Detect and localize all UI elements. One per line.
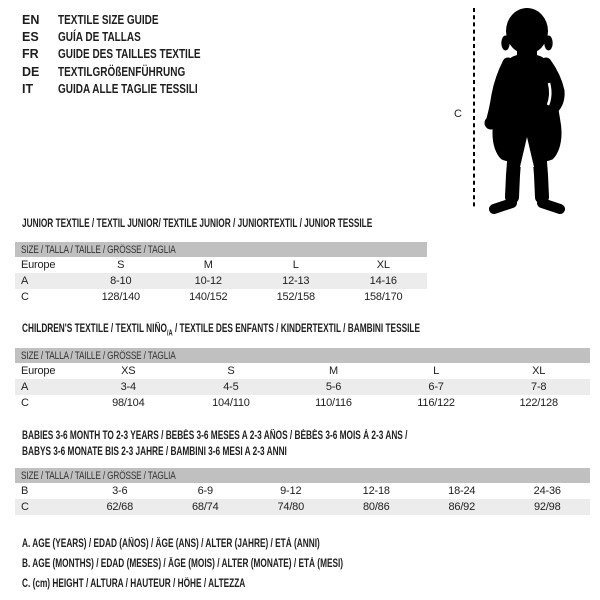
legend-line-b bbox=[22, 558, 468, 578]
size-cell: 116/122 bbox=[417, 397, 455, 409]
language-code: IT bbox=[22, 81, 34, 96]
size-header-bar bbox=[15, 348, 590, 363]
children-title-subscript: /A bbox=[166, 328, 173, 338]
size-cell: 98/104 bbox=[112, 397, 145, 409]
size-cell: 6-7 bbox=[385, 379, 488, 395]
babies-size-table bbox=[15, 468, 590, 515]
legend-line-c bbox=[22, 578, 468, 598]
size-cell: 7-8 bbox=[487, 379, 590, 395]
baby-leg-right bbox=[539, 149, 542, 197]
babies-title-line1: BABIES 3-6 MONTH TO 2-3 YEARS / BEBÉS 3-6 MESES A 2-3 AÑOS / BÉBÉS 3-6 MOIS À 2-3 ANS / bbox=[22, 430, 408, 442]
language-code: FR bbox=[22, 47, 39, 62]
size-cell: 122/128 bbox=[519, 397, 558, 409]
size-cell: XL bbox=[376, 259, 390, 271]
row-label-cell: A bbox=[15, 379, 77, 395]
children-title-pre: CHILDREN'S TEXTILE / TEXTIL NIÑO bbox=[22, 323, 167, 335]
language-list bbox=[22, 13, 236, 99]
table-row bbox=[15, 257, 427, 273]
size-header-text: SIZE / TALLA / TAILLE / GRÖSSE / TAGLIA bbox=[21, 469, 176, 482]
size-cell: M bbox=[203, 259, 213, 271]
language-code: EN bbox=[22, 13, 40, 27]
size-cell: S bbox=[227, 365, 235, 377]
size-cell: 14-16 bbox=[340, 273, 428, 289]
size-cell: 152/158 bbox=[276, 291, 315, 303]
baby-hand-right bbox=[546, 105, 558, 117]
section-title-junior-text: JUNIOR TEXTILE / TEXTIL JUNIOR/ TEXTILE JUNIOR / JUNIORTEXTIL / JUNIOR TESSILE bbox=[22, 218, 373, 230]
section-title-children bbox=[22, 321, 575, 341]
row-label-cell: C bbox=[21, 397, 29, 409]
baby-silhouette bbox=[485, 8, 562, 209]
size-cell: 9-12 bbox=[280, 485, 302, 497]
row-label-cell: Europe bbox=[21, 259, 56, 271]
size-cell: 5-6 bbox=[282, 379, 385, 395]
size-cell: XL bbox=[532, 365, 546, 377]
children-title-post: / TEXTILE DES ENFANTS / KINDERTEXTIL / BAMBINI TESSILE bbox=[172, 323, 421, 335]
legend-line-a-text: A. AGE (YEARS) / EDAD (AÑOS) / ÂGE (ANS) / ALTER (JAHRE) / ETÀ (ANNI) bbox=[22, 538, 320, 550]
legend-line-b-text: B. AGE (MONTHS) / EDAD (MESES) / ÂGE (MOIS) / ALTER (MONATE) / ETÀ (MESI) bbox=[22, 558, 344, 570]
babies-title-line2: BABYS 3-6 MONATE BIS 2-3 JAHRE / BAMBINI 3-6 MESI A 2-3 ANNI bbox=[22, 446, 287, 458]
size-header-bar bbox=[15, 468, 590, 483]
size-cell: 12-18 bbox=[362, 485, 390, 497]
baby-foot-left bbox=[494, 203, 512, 209]
size-cell: 62/68 bbox=[77, 499, 163, 515]
size-cell: 104/110 bbox=[212, 397, 250, 409]
size-cell: M bbox=[329, 365, 338, 377]
section-title-junior bbox=[22, 216, 508, 232]
section-title-children-text bbox=[22, 321, 420, 341]
table-row bbox=[15, 395, 590, 411]
size-header-bar bbox=[15, 242, 427, 257]
row-label-cell: C bbox=[15, 499, 77, 515]
language-row bbox=[22, 13, 236, 30]
row-label-cell: B bbox=[21, 485, 29, 497]
legend-line-c-text: C. (cm) HEIGHT / ALTURA / HAUTEUR / HÖHE / ALTEZZA bbox=[22, 578, 246, 590]
size-cell: 86/92 bbox=[419, 499, 505, 515]
table-row bbox=[15, 483, 590, 499]
size-cell: 80/86 bbox=[334, 499, 420, 515]
baby-figure bbox=[450, 5, 600, 215]
size-cell: 158/170 bbox=[364, 291, 403, 303]
size-cell: XS bbox=[121, 365, 136, 377]
size-cell: L bbox=[292, 259, 299, 271]
size-cell: 140/152 bbox=[189, 291, 228, 303]
language-label: GUIDA ALLE TAGLIE TESSILI bbox=[58, 81, 198, 96]
legend-line-a bbox=[22, 538, 468, 558]
size-cell: 8-10 bbox=[77, 273, 165, 289]
language-code: ES bbox=[22, 30, 39, 45]
baby-leg-left bbox=[512, 149, 515, 197]
size-cell: 92/98 bbox=[505, 499, 591, 515]
size-header-text: SIZE / TALLA / TAILLE / GRÖSSE / TAGLIA bbox=[21, 243, 176, 256]
size-cell: 24-36 bbox=[533, 485, 561, 497]
table-row bbox=[15, 289, 427, 305]
language-row bbox=[22, 30, 236, 47]
size-header-text: SIZE / TALLA / TAILLE / GRÖSSE / TAGLIA bbox=[21, 349, 176, 362]
size-cell: 3-4 bbox=[77, 379, 180, 395]
baby-hand-left bbox=[485, 117, 498, 130]
language-row bbox=[22, 47, 236, 64]
language-label: GUIDE DES TAILLES TEXTILE bbox=[58, 47, 201, 62]
size-cell: 128/140 bbox=[101, 291, 140, 303]
table-row bbox=[15, 379, 590, 395]
language-row bbox=[22, 65, 236, 82]
size-cell: 10-12 bbox=[165, 273, 253, 289]
language-label: TEXTILGRÖßENFÜHRUNG bbox=[58, 64, 186, 79]
size-cell: 18-24 bbox=[448, 485, 476, 497]
size-cell: S bbox=[117, 259, 125, 271]
language-code: DE bbox=[22, 64, 40, 79]
size-cell: 3-6 bbox=[112, 485, 128, 497]
size-cell: 12-13 bbox=[252, 273, 340, 289]
language-row bbox=[22, 82, 236, 99]
size-cell: 110/116 bbox=[315, 397, 352, 409]
size-cell: 4-5 bbox=[180, 379, 283, 395]
children-size-table bbox=[15, 348, 590, 411]
language-label: GUÍA DE TALLAS bbox=[58, 30, 141, 45]
size-cell: L bbox=[433, 365, 440, 377]
row-label-cell: C bbox=[21, 291, 29, 303]
junior-size-table bbox=[15, 242, 427, 305]
height-measure-label: C bbox=[454, 108, 462, 120]
measure-legend bbox=[22, 538, 468, 598]
table-row bbox=[15, 273, 427, 289]
row-label-cell: Europe bbox=[21, 365, 56, 377]
size-cell: 74/80 bbox=[248, 499, 334, 515]
table-row bbox=[15, 242, 427, 257]
table-row bbox=[15, 348, 590, 363]
size-cell: 6-9 bbox=[197, 485, 213, 497]
baby-head bbox=[506, 8, 548, 54]
table-row bbox=[15, 468, 590, 483]
row-label-cell: A bbox=[15, 273, 77, 289]
language-label: TEXTILE SIZE GUIDE bbox=[58, 13, 159, 27]
section-title-babies bbox=[22, 428, 557, 460]
baby-foot-right bbox=[542, 203, 560, 209]
table-row bbox=[15, 363, 590, 379]
table-row bbox=[15, 499, 590, 515]
size-cell: 68/74 bbox=[163, 499, 249, 515]
